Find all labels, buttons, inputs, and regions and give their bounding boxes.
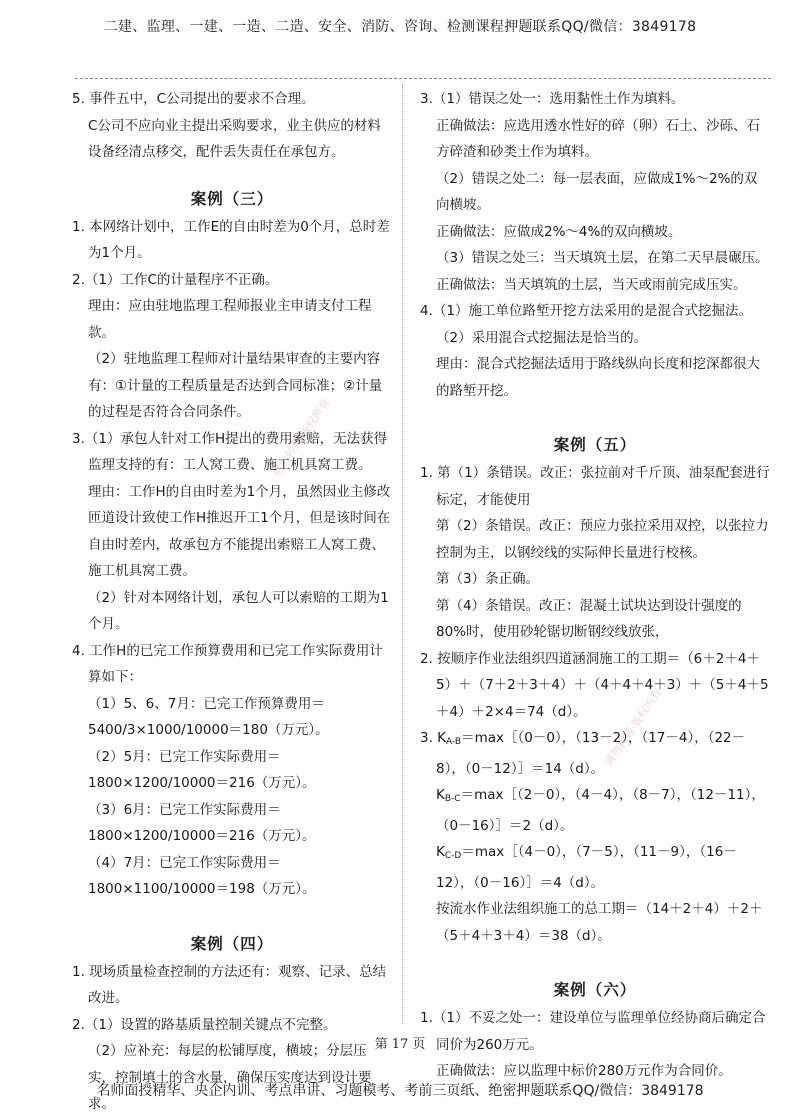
answer-paragraph: 正确做法：应以监理中标价280万元作为合同价。 bbox=[436, 1063, 732, 1079]
formula-k-ab: 3. $K_{A-B}=\max[(0-0)$，（13－2），（17－4），（22－8），（0－12）］＝14（d）。 bbox=[420, 730, 746, 777]
left-column bbox=[72, 86, 392, 1118]
k-subscript: A-B bbox=[446, 737, 462, 747]
section-title-case-3: 案例（三） bbox=[190, 189, 274, 208]
top-banner: 二建、监理、一建、一造、二造、安全、消防、咨询、检测课程押题联系QQ/微信：3849178 bbox=[103, 19, 697, 35]
answer-paragraph: 3.（1）错误之处一：选用黏性土作为填料。 bbox=[420, 91, 685, 107]
answer-paragraph: 理由：应由驻地监理工程师报业主申请支付工程款。 bbox=[88, 298, 372, 341]
watermark: 请勿转载·版权所有 bbox=[601, 686, 665, 769]
k-symbol: K bbox=[436, 844, 445, 860]
answer-paragraph: 1. 现场质量检查控制的方法还有：观察、记录、总结改进。 bbox=[72, 963, 387, 1006]
answer-paragraph: 2.（1）设置的路基质量控制关键点不完整。 bbox=[72, 1016, 337, 1033]
answer-paragraph: 正确做法：应选用透水性好的碎（卵）石土、沙砾、石方碎渣和砂类土作为填料。 bbox=[436, 117, 760, 160]
watermark: 请勿转载·版权所有 bbox=[269, 396, 333, 479]
answer-paragraph: 第（2）条错误。改正：预应力张拉采用双控，以张拉力控制为主，以钢绞线的实际伸长量进行校核。 bbox=[436, 518, 769, 561]
answer-paragraph: 第（3）条正确。 bbox=[436, 571, 540, 587]
k-subscript: C-D bbox=[444, 851, 462, 861]
answer-paragraph: 1. 第（1）条错误。改正：张拉前对千斤顶、油泵配套进行标定，才能使用 bbox=[420, 465, 770, 508]
formula-text: ＝max［（2－0），（4－4），（8－7），（12－11），（0－16）］＝2（d）。 bbox=[436, 787, 765, 834]
answer-paragraph: 理由：混合式挖掘法适用于路线纵向长度和挖深都很大的路堑开挖。 bbox=[436, 356, 760, 399]
formula-k-bc bbox=[420, 782, 770, 839]
answer-paragraph: 正确做法：当天填筑的土层，当天或雨前完成压实。 bbox=[436, 276, 747, 293]
k-symbol: K bbox=[436, 787, 445, 803]
header-divider bbox=[75, 78, 771, 79]
answer-paragraph: 1.（1）不妥之处一：建设单位与监理单位经协商后确定合同价为260万元。 bbox=[420, 1010, 766, 1053]
answer-paragraph: 正确做法：应做成2%～4%的双向横坡。 bbox=[436, 223, 682, 240]
section-title-case-5: 案例（五） bbox=[553, 436, 637, 454]
answer-paragraph: （2）针对本网络计划，承包人可以索赔的工期为1个月。 bbox=[88, 589, 389, 632]
answer-paragraph: 1. 本网络计划中，工作E的自由时差为0个月，总时差为1个月。 bbox=[72, 218, 390, 261]
answer-paragraph: 2. 按顺序作业法组织四道涵洞施工的工期＝（6＋2＋4＋5）＋（7＋2＋3＋4）＋（4＋4＋4＋3）＋（5＋4＋5＋4）＋2×4＝74（d）。 bbox=[420, 650, 769, 720]
answer-paragraph: （1）5、6、7月：已完工作预算费用＝5400/3×1000/10000＝180（万元）。 bbox=[88, 695, 329, 738]
answer-paragraph: 5. 事件五中，C公司提出的要求不合理。 bbox=[72, 91, 315, 107]
section-title-case-4: 案例（四） bbox=[190, 934, 274, 953]
answer-paragraph: 按流水作业法组织施工的总工期＝（14＋2＋4）＋2＋（5＋4＋3＋4）＝38（d）。 bbox=[436, 901, 763, 944]
formula-text: ＝max［（0－0），（13－2），（17－4），（22－8），（0－12）］＝14（d）。 bbox=[436, 730, 746, 777]
formula-text: ＝max［（4－0），（7－5），（11－9），（16－12），（0－16）］＝4（d）。 bbox=[436, 844, 737, 891]
answer-paragraph: 第（4）条错误。改正：混凝土试块达到设计强度的80%时，使用砂轮锯切断钢绞线放张， bbox=[436, 597, 742, 640]
answer-paragraph: （2）5月：已完工作实际费用＝1800×1200/10000＝216（万元）。 bbox=[88, 748, 316, 791]
k-symbol: K bbox=[437, 730, 447, 746]
column-divider bbox=[402, 84, 403, 1024]
bottom-banner: 名师面授精华、央企内训、考点串讲、习题模考、考前三页纸、绝密押题联系QQ/微信：3849178 bbox=[96, 1083, 704, 1099]
answer-paragraph: （2）应补充：每层的松铺厚度，横坡；分层压实，控制填土的含水量，确保压实度达到设计要求。 bbox=[88, 1043, 372, 1112]
answer-paragraph: C公司不应向业主提出采购要求，业主供应的材料设备经清点移交，配件丢失责任在承包方。 bbox=[88, 117, 381, 160]
answer-paragraph: （3）6月：已完工作实际费用＝1800×1200/10000＝216（万元）。 bbox=[88, 801, 316, 844]
answer-paragraph: （2）采用混合式挖掘法是恰当的。 bbox=[436, 329, 648, 346]
answer-paragraph: 4.（1）施工单位路堑开挖方法采用的是混合式挖掘法。 bbox=[420, 303, 752, 319]
section-title-case-6: 案例（六） bbox=[553, 981, 637, 999]
answer-paragraph: （4）7月：已完工作实际费用＝1800×1100/10000＝198（万元）。 bbox=[88, 854, 316, 897]
answer-paragraph: 3.（1）承包人针对工作H提出的费用索赔，无法获得监理支持的有：工人窝工费、施工机具窝工费。 bbox=[72, 430, 388, 473]
k-subscript: B-C bbox=[444, 794, 461, 804]
page-number: 第 17 页 bbox=[374, 1037, 426, 1052]
answer-paragraph: 4. 工作H的已完工作预算费用和已完工作实际费用计算如下： bbox=[72, 642, 383, 685]
answer-paragraph: （2）错误之处二：每一层表面，应做成1%～2%的双向横坡。 bbox=[436, 170, 758, 213]
answer-paragraph: （2）驻地监理工程师对计量结果审查的主要内容有：①计量的工程质量是否达到合同标准；②计量的过程是否符合合同条件。 bbox=[88, 351, 383, 420]
answer-paragraph: （3）错误之处三：当天填筑土层，在第二天早晨碾压。 bbox=[436, 250, 769, 266]
right-column bbox=[420, 86, 770, 1085]
formula-k-cd bbox=[420, 839, 770, 896]
answer-paragraph: 理由：工作H的自由时差为1个月，虽然因业主修改匝道设计致使工作H推迟开工1个月，但是该时间在自由时差内，故承包方不能提出索赔工人窝工费、施工机具窝工费。 bbox=[88, 483, 391, 579]
answer-paragraph: 2.（1）工作C的计量程序不正确。 bbox=[72, 271, 279, 288]
